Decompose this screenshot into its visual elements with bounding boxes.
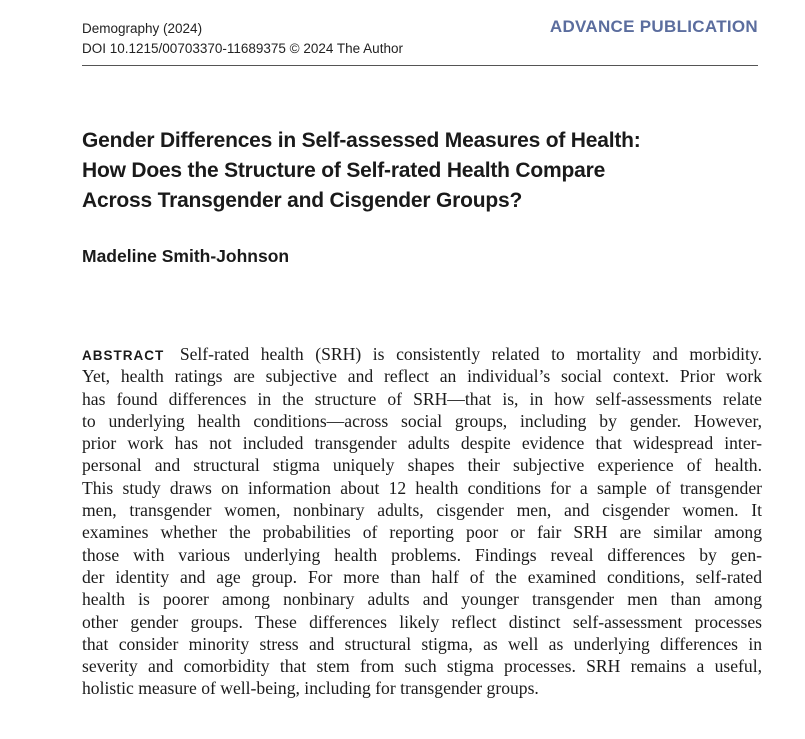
abstract-line: examines whether the probabilities of reporting poor or fair SRH are similar among (82, 522, 762, 543)
abstract-line (82, 343, 762, 365)
abstract-line: This study draws on information about 12 health conditions for a sample of transgender (82, 477, 762, 498)
title-line: Gender Differences in Self-assessed Measures of Health: (82, 129, 641, 152)
journal-header (82, 19, 403, 59)
abstract-line: those with various underlying health problems. Findings reveal differences by gen- (82, 544, 762, 565)
abstract (82, 343, 762, 700)
journal-citation: Demography (2024) (82, 21, 203, 36)
abstract-line: to underlying health conditions—across social groups, including by gender. However, (82, 410, 762, 431)
abstract-line: severity and comorbidity that stem from such stigma processes. SRH remains a useful, (82, 656, 762, 677)
abstract-line: health is poorer among nonbinary adults and younger transgender men than among (82, 589, 762, 610)
abstract-line: holistic measure of well-being, including for transgender groups. (82, 678, 539, 699)
advance-publication-badge: ADVANCE PUBLICATION (549, 17, 758, 36)
abstract-line: has found differences in the structure of SRH—that is, in how self-assessments relate (82, 388, 762, 409)
abstract-line: Yet, health ratings are subjective and reflect an individual’s social context. Prior work (82, 366, 762, 387)
abstract-label: ABSTRACT (82, 348, 165, 363)
abstract-line: personal and structural stigma uniquely shapes their subjective experience of health. (82, 455, 762, 476)
doi-copyright: DOI 10.1215/00703370-11689375 © 2024 The Author (82, 41, 403, 56)
abstract-line: prior work has not included transgender adults despite evidence that widespread inter- (82, 433, 762, 454)
title-line: Across Transgender and Cisgender Groups? (82, 189, 523, 212)
abstract-line: that consider minority stress and structural stigma, as well as underlying differences in (82, 633, 762, 654)
title-line: How Does the Structure of Self-rated Health Compare (82, 159, 606, 182)
abstract-line: other gender groups. These differences likely reflect distinct self-assessment processes (82, 611, 762, 632)
abstract-text: Self-rated health (SRH) is consistently related to mortality and morbidity. (179, 344, 762, 364)
article-title (82, 126, 762, 216)
header-divider (82, 65, 758, 66)
abstract-line: men, transgender women, nonbinary adults, cisgender men, and cisgender women. It (82, 500, 762, 521)
author-name: Madeline Smith-Johnson (82, 246, 290, 266)
abstract-line: der identity and age group. For more than half of the examined conditions, self-rated (82, 566, 762, 587)
